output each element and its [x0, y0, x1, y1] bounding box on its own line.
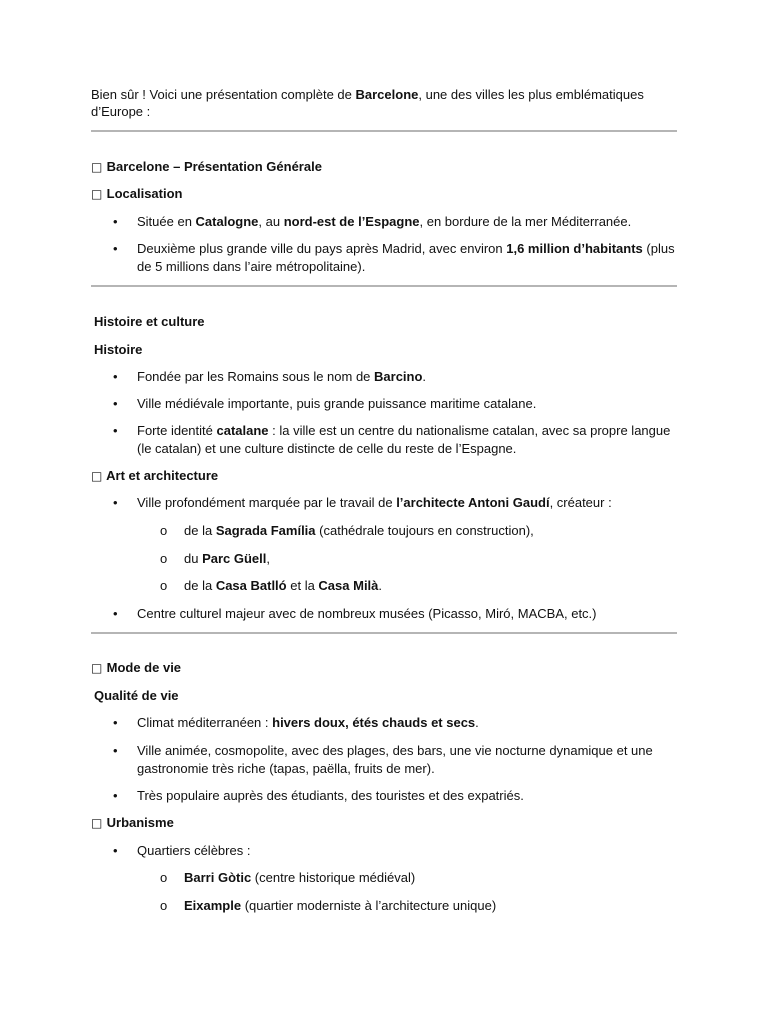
list-item: Très populaire auprès des étudiants, des touristes et des expatriés.	[137, 788, 524, 803]
bullet-icon: •	[113, 396, 118, 411]
list-item: Ville animée, cosmopolite, avec des plages, des bars, une vie nocturne dynamique et une gastronomie très riche (tapas, paëlla, fruits de mer).	[137, 743, 653, 776]
sub-bullet-icon: o	[160, 578, 168, 593]
list-item: Ville profondément marquée par le travail de l’architecte Antoni Gaudí, créateur :	[137, 495, 612, 510]
heading-localisation: □ Localisation	[91, 186, 183, 201]
list-item: Ville médiévale importante, puis grande puissance maritime catalane.	[137, 396, 537, 411]
bullet-icon: •	[113, 606, 118, 621]
bullet-icon: •	[113, 423, 118, 438]
divider	[91, 130, 677, 132]
divider	[91, 632, 677, 634]
sub-bullet-icon: o	[160, 870, 168, 885]
heading-urbanisme: □ Urbanisme	[91, 815, 174, 830]
sub-list-item: de la Sagrada Família (cathédrale toujours en construction),	[184, 523, 534, 538]
bullet-icon: •	[113, 495, 118, 510]
list-item: Forte identité catalane : la ville est un centre du nationalisme catalan, avec sa propre langue (le catalan) et une culture distincte de celle du reste de l’Espagne.	[137, 423, 671, 456]
heading-art-architecture: □ Art et architecture	[91, 468, 219, 483]
sub-bullet-icon: o	[160, 898, 168, 913]
list-item: Fondée par les Romains sous le nom de Barcino.	[137, 369, 427, 384]
list-item: Climat méditerranéen : hivers doux, étés chauds et secs.	[137, 715, 479, 730]
list-item: Située en Catalogne, au nord-est de l’Espagne, en bordure de la mer Méditerranée.	[137, 214, 632, 229]
intro-text-end: , une des villes les plus emblématiques	[418, 87, 644, 102]
bullet-icon: •	[113, 843, 118, 858]
heading-qualite-de-vie: Qualité de vie	[94, 688, 179, 703]
intro-city: Barcelone	[355, 87, 419, 102]
list-item: Quartiers célèbres :	[137, 843, 251, 858]
sub-bullet-icon: o	[160, 551, 168, 566]
intro-text: Bien sûr ! Voici une présentation complète de	[91, 87, 356, 102]
emoji-placeholder-icon: □	[91, 816, 103, 830]
emoji-placeholder-icon: □	[91, 661, 103, 675]
sub-list-item: Eixample (quartier moderniste à l’architecture unique)	[184, 898, 497, 913]
section-title-mode-de-vie: □ Mode de vie	[91, 660, 182, 675]
sub-list-item: de la Casa Batlló et la Casa Milà.	[184, 578, 383, 593]
emoji-placeholder-icon: □	[91, 469, 103, 483]
section-title-presentation: □ Barcelone – Présentation Générale	[91, 159, 322, 174]
bullet-icon: •	[113, 743, 118, 758]
sub-list-item: Barri Gòtic (centre historique médiéval)	[184, 870, 416, 885]
bullet-icon: •	[113, 788, 118, 803]
bullet-icon: •	[113, 369, 118, 384]
list-item: Deuxième plus grande ville du pays après Madrid, avec environ 1,6 million d’habitants (plus de 5 millions dans l’aire métropolitaine).	[137, 241, 675, 274]
sub-list-item: du Parc Güell,	[184, 551, 271, 566]
section-title-histoire-culture: Histoire et culture	[94, 314, 205, 329]
heading-histoire: Histoire	[94, 342, 143, 357]
bullet-icon: •	[113, 214, 118, 229]
intro-line-2: d’Europe :	[91, 104, 151, 119]
bullet-icon: •	[113, 715, 118, 730]
bullet-icon: •	[113, 241, 118, 256]
emoji-placeholder-icon: □	[91, 187, 103, 201]
list-item: Centre culturel majeur avec de nombreux musées (Picasso, Miró, MACBA, etc.)	[137, 606, 597, 621]
divider	[91, 285, 677, 287]
sub-bullet-icon: o	[160, 523, 168, 538]
emoji-placeholder-icon: □	[91, 160, 103, 174]
intro-paragraph	[91, 86, 644, 104]
